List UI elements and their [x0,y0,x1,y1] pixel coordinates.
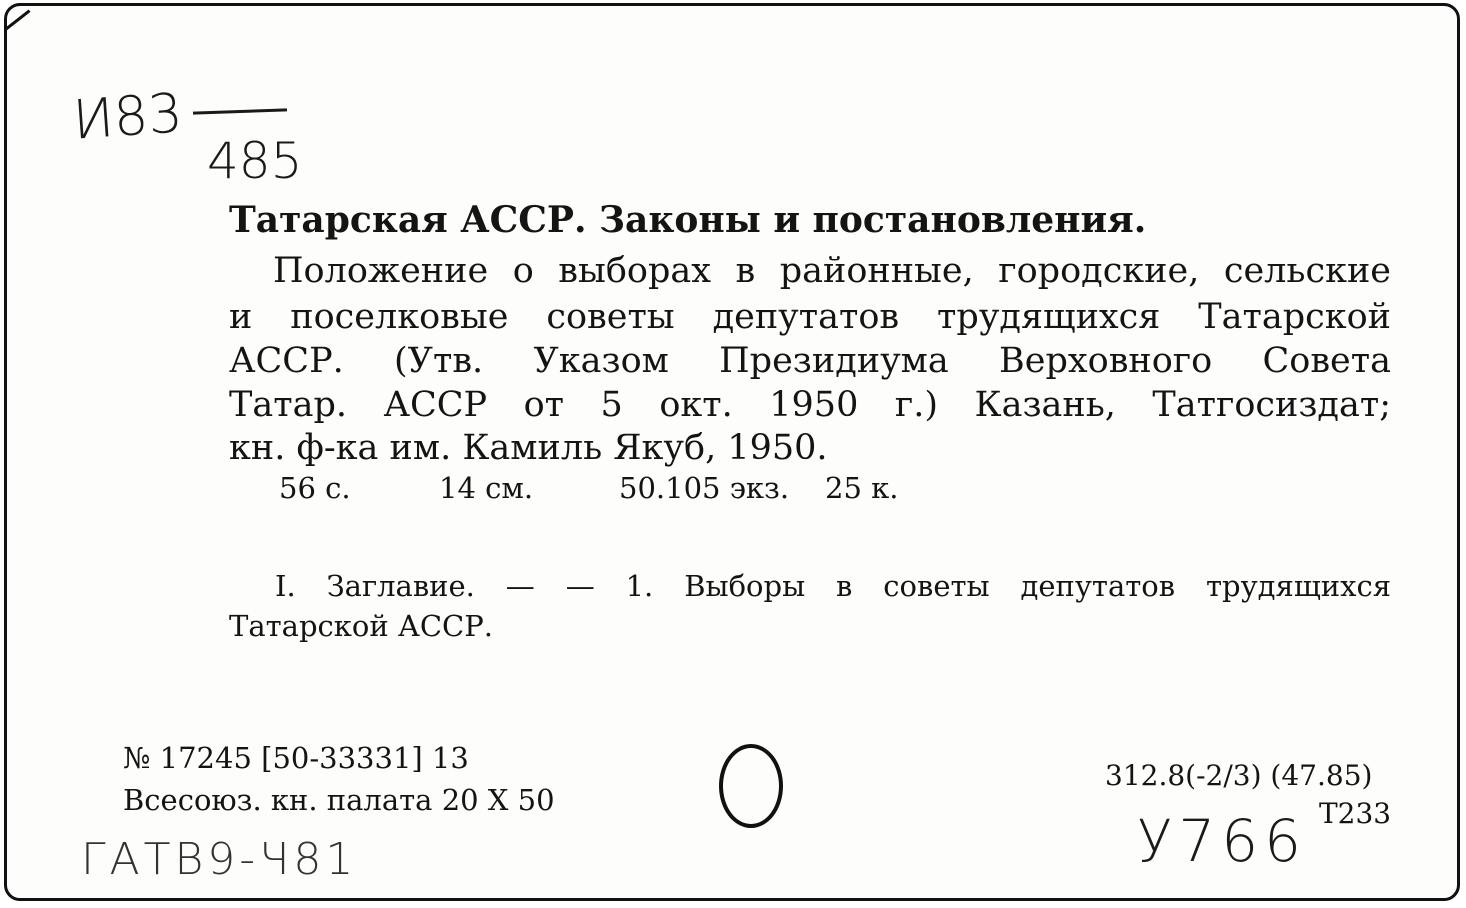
body-line-2: и поселковые советы депутатов трудящихся Татарской [229,297,1391,337]
card-punch-hole [719,744,783,828]
collation-pages: 56 с. [279,471,351,505]
catalog-card [4,3,1460,901]
collation-size: 14 см. [439,471,534,505]
handwritten-shelfmark-bottom: 485 [207,132,303,190]
corner-mark [5,10,30,31]
chamber-imprint: Всесоюз. кн. палата 20 X 50 [123,783,555,817]
handwritten-shelfmark-top: И83 [70,81,185,152]
author-mark: Т233 [1319,797,1392,830]
handwritten-number-right: У766 [1137,807,1308,875]
body-line-4: Татар. АССР от 5 окт. 1950 г.) Казань, Татгосиздат; [229,385,1391,425]
tracing-line-2: Татарской АССР. [229,609,493,643]
body-line-3: АССР. (Утв. Указом Президиума Верховного Совета [229,341,1391,381]
card-number: № 17245 [50-33331] 13 [123,741,469,775]
collation-price: 25 к. [825,471,899,505]
card-heading: Татарская АССР. Законы и постановления. [229,199,1147,241]
body-line-1: Положение о выборах в районные, городские, сельские [273,251,1391,291]
body-line-5: кн. ф-ка им. Камиль Якуб, 1950. [229,428,828,468]
collation-copies: 50.105 экз. [619,471,790,505]
handwritten-bottom-left: ГАТВ9-Ч81 [81,834,358,885]
shelfmark-fraction-bar [193,108,287,114]
classification-index: 312.8(-2/3) (47.85) [1105,759,1373,792]
tracing-line-1: I. Заглавие. — — 1. Выборы в советы депутатов трудящихся [275,569,1391,603]
